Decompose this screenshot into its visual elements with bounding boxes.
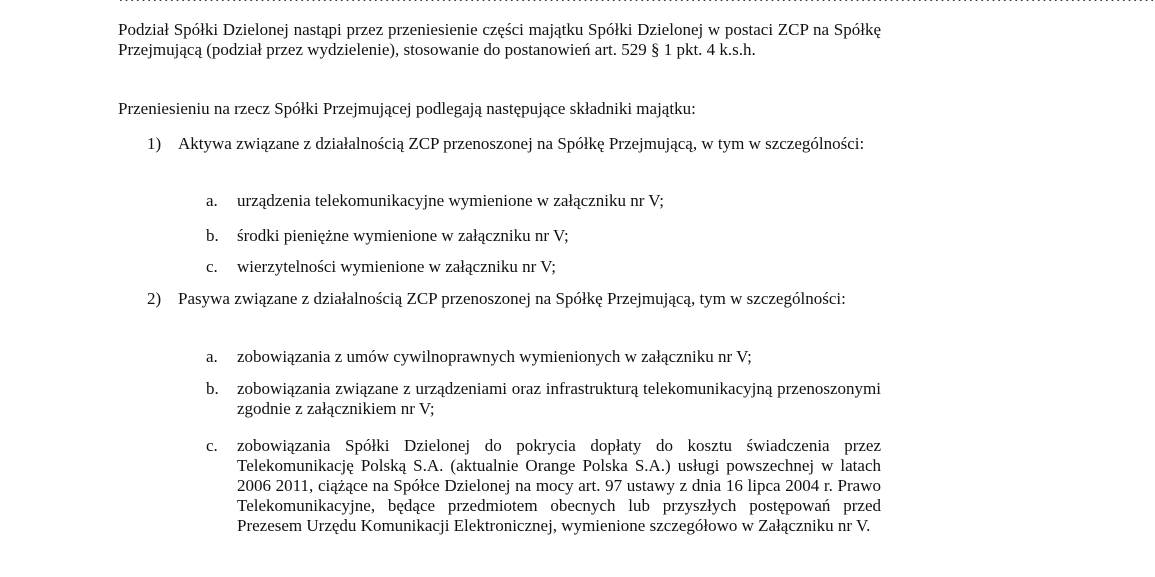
list-number: 1)	[147, 134, 162, 153]
cut-off-top-line	[118, 0, 878, 6]
list-number: 2)	[147, 289, 162, 308]
list-item-text: Pasywa związane z działalnością ZCP przenoszonej na Spółkę Przejmującą, tym w szczególności:	[178, 289, 846, 308]
sub-item-civil-contracts	[206, 347, 881, 367]
sub-item-letter: a.	[206, 191, 218, 210]
sub-item-text: wierzytelności wymienione w załączniku nr V;	[237, 257, 556, 276]
paragraph-transferred-assets-intro: Przeniesieniu na rzecz Spółki Przejmującej podlegają następujące składniki majątku:	[118, 99, 696, 118]
sub-item-telecom-devices	[206, 191, 881, 211]
sub-item-infrastructure-liabilities	[206, 379, 881, 419]
sub-item-text: środki pieniężne wymienione w załączniku nr V;	[237, 226, 569, 245]
sub-item-text: urządzenia telekomunikacyjne wymienione w załączniku nr V;	[237, 191, 665, 210]
sub-item-text: zobowiązania związane z urządzeniami oraz infrastrukturą telekomunikacyjną przenoszonymi zgodnie z załącznikiem nr V;	[237, 379, 881, 418]
sub-item-letter: b.	[206, 379, 219, 398]
sub-item-receivables	[206, 257, 881, 277]
sub-item-text: zobowiązania z umów cywilnoprawnych wymienionych w załączniku nr V;	[237, 347, 752, 366]
list-item-liabilities	[147, 289, 881, 309]
sub-item-universal-service-surcharge	[206, 436, 881, 536]
sub-item-letter: a.	[206, 347, 218, 366]
sub-item-letter: c.	[206, 257, 218, 276]
sub-item-text: zobowiązania Spółki Dzielonej do pokrycia dopłaty do kosztu świadczenia przez Telekomunikację Polską S.A. (aktualnie Orange Polska S.A.) usługi powszechnej w latach 2006 2011, ciążące na Spółce Dzielonej na mocy art. 97 ustawy z dnia 16 lipca 2004 r. Prawo Telekomunikacyjne, będące przedmiotem obecnych lub przyszłych postępowań przed Prezesem Urzędu Komunikacji Elektronicznej, wymienione szczegółowo w Załączniku nr V.	[237, 436, 881, 535]
paragraph-division-method: Podział Spółki Dzielonej nastąpi przez przeniesienie części majątku Spółki Dzielonej w postaci ZCP na Spółkę Przejmującą (podział przez wydzielenie), stosowanie do postanowień art. 529 § 1 pkt. 4 k.s.h.	[118, 20, 881, 59]
list-item-assets	[147, 134, 881, 154]
sub-item-letter: b.	[206, 226, 219, 245]
sub-item-letter: c.	[206, 436, 218, 455]
list-item-text: Aktywa związane z działalnością ZCP przenoszonej na Spółkę Przejmującą, w tym w szczególności:	[178, 134, 865, 153]
sub-item-cash	[206, 226, 881, 246]
